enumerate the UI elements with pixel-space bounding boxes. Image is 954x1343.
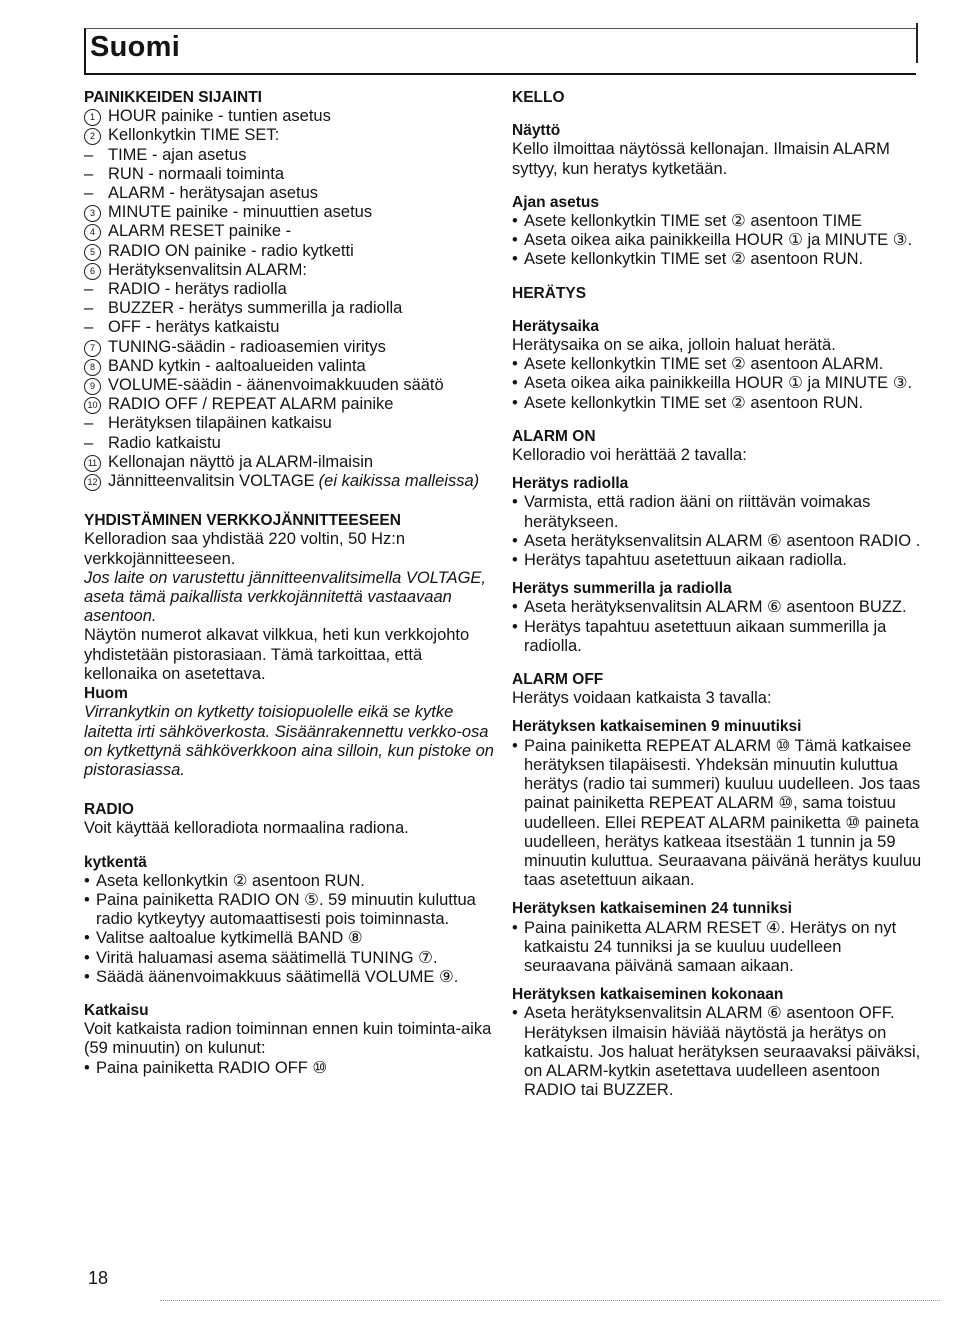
control-item [84,242,494,261]
control-item-text: Herätyksenvalitsin ALARM: [108,260,307,279]
set-time-list [512,212,922,270]
control-item-text: ALARM - herätysajan asetus [108,184,319,203]
control-item-text: RADIO ON painike - radio kytketti [108,241,354,260]
circled-number-icon: 10 [84,397,101,414]
bullet-icon: • [512,736,518,755]
bullet-item [512,551,922,570]
control-item-text: VOLUME-säädin - äänenvoimakkuuden säätö [108,376,444,395]
dash-marker: – [84,164,94,183]
number-marker [84,222,108,241]
bullet-text: Viritä haluamasi asema säätimellä TUNING ⑦. [96,948,438,967]
controls-list [84,107,494,491]
bullet-icon: • [512,617,518,636]
alarm-buzz-list [512,598,922,656]
page-header [84,28,916,75]
radio-heading: RADIO [84,801,134,819]
radio-off-list [84,1059,494,1078]
circled-number-icon: 4 [84,224,101,241]
mains-paragraph-1: Kelloradion saa yhdistää 220 voltin, 50 Hz:n verkkojännitteeseen. [84,530,406,568]
bullet-text: Aseta oikea aika painikkeilla HOUR ① ja MINUTE ③. [524,374,913,393]
control-item [84,203,494,222]
page-number: 18 [88,1268,109,1288]
control-item-text: Radio katkaistu [108,433,221,452]
control-item [84,261,494,280]
mains-paragraph-2: Jos laite on varustettu jännitteenvalitsimella VOLTAGE, aseta tämä paikallista verkkojännitettä vastaavaan asentoon. [84,568,486,626]
bullet-icon: • [512,355,518,374]
bullet-item [84,872,494,891]
bullet-text: Paina painiketta RADIO ON ⑤. 59 minuutin kuluttua radio kytkeytyy automaattisesti pois toiminnasta. [96,890,476,929]
bullet-item [84,891,494,929]
number-marker [84,472,108,491]
bullet-icon: • [512,918,518,937]
switch-list [84,872,494,987]
control-item [84,434,494,453]
circled-number-icon: 8 [84,359,101,376]
dash-marker: – [84,433,94,452]
radio-off-heading: Katkaisu [84,1001,149,1019]
bullet-item [512,1004,922,1100]
dash-marker: – [84,318,94,337]
bullet-item [512,374,922,393]
number-marker [84,261,108,280]
bullet-text: Säädä äänenvoimakkuus säätimellä VOLUME ⑨. [96,967,459,986]
radio-paragraph: Voit käyttää kelloradiota normaalina radiona. [84,819,409,838]
bullet-icon: • [84,967,90,986]
control-item [84,472,494,491]
bullet-item [512,394,922,413]
bullet-item [512,355,922,374]
bullet-icon: • [512,531,518,550]
circled-number-icon: 2 [84,128,101,145]
circled-number-icon: 6 [84,263,101,280]
right-column [512,88,922,1100]
controls-heading: PAINIKKEIDEN SIJAINTI [84,89,262,106]
number-marker [84,453,108,472]
control-item-text: TIME - ajan asetus [108,145,247,164]
bullet-item [84,949,494,968]
mains-heading: YHDISTÄMINEN VERKKOJÄNNITTEESEEN [84,512,401,530]
bullet-item [84,968,494,987]
bullet-icon: • [512,493,518,512]
dash-marker: – [84,280,94,299]
bullet-text: Asete kellonkytkin TIME set ② asentoon ALARM. [524,355,884,374]
display-paragraph: Kello ilmoittaa näytössä kellonajan. Ilmaisin ALARM syttyy, kun heratys kytketään. [512,140,890,178]
left-column [84,88,494,1078]
bullet-item [512,919,922,977]
bullet-icon: • [84,929,90,948]
bullet-text: Aseta herätyksenvalitsin ALARM ⑥ asentoon OFF. Herätyksen ilmaisin häviää näytöstä ja herätys on katkaistu. Jos haluat herätyksen seuraavaksi päiväksi, on ALARM-kytkin asetettava uudelleen asentoon RADIO tai BUZZER. [524,1004,921,1100]
control-item [84,146,494,165]
control-item [84,299,494,318]
bullet-text: Asete kellonkytkin TIME set ② asentoon RUN. [524,250,864,269]
bullet-text: Paina painiketta RADIO OFF ⑩ [96,1058,328,1077]
control-item [84,376,494,395]
number-marker [84,107,108,126]
bullet-icon: • [512,598,518,617]
mains-paragraph-3: Näytön numerot alkavat vilkkua, heti kun verkkojohto yhdistetään pistorasiaan. Tämä tarkoittaa, että kellonaika on asetettava. [84,626,470,683]
control-item-text: BUZZER - herätys summerilla ja radiolla [108,299,403,318]
bullet-icon: • [512,1004,518,1023]
dash-marker: – [84,145,94,164]
bullet-text: Valitse aaltoalue kytkimellä BAND ⑧ [96,929,363,948]
bullet-icon: • [84,1058,90,1077]
circled-number-icon: 1 [84,109,101,126]
control-item [84,395,494,414]
clock-heading: KELLO [512,89,565,106]
nine-min-list [512,737,922,891]
control-item-text: BAND kytkin - aaltoalueiden valinta [108,356,366,375]
control-item-text: TUNING-säädin - radioasemien viritys [108,337,386,356]
bullet-item [512,493,922,531]
bullet-icon: • [512,393,518,412]
control-item [84,338,494,357]
bullet-text: Asete kellonkytkin TIME set ② asentoon TIME [524,212,862,231]
number-marker [84,395,108,414]
alarm-radio-heading: Herätys radiolla [512,475,629,493]
bullet-icon: • [512,231,518,250]
control-item [84,126,494,145]
bullet-item [512,737,922,891]
bullet-icon: • [84,871,90,890]
set-time-heading: Ajan asetus [512,193,600,211]
bullet-item [512,212,922,231]
bullet-text: Aseta herätyksenvalitsin ALARM ⑥ asentoon BUZZ. [524,598,907,617]
bullet-icon: • [84,890,90,909]
control-item-text: Kellonkytkin TIME SET: [108,126,280,145]
bullet-text: Aseta herätyksenvalitsin ALARM ⑥ asentoon RADIO . [524,531,921,550]
alarm-time-paragraph: Herätysaika on se aika, jolloin haluat herätä. [512,336,836,355]
bullet-icon: • [512,212,518,231]
circled-number-icon: 12 [84,474,101,491]
circled-number-icon: 3 [84,205,101,222]
control-item-text: OFF - herätys katkaistu [108,318,280,337]
alarm-off-heading: ALARM OFF [512,671,604,689]
bullet-icon: • [512,250,518,269]
nine-min-heading: Herätyksen katkaiseminen 9 minuutiksi [512,718,802,736]
control-item-text: Kellonajan näyttö ja ALARM-ilmaisin [108,452,374,471]
control-item [84,357,494,376]
control-item [84,107,494,126]
bullet-text: Paina painiketta REPEAT ALARM ⑩ Tämä katkaisee herätyksen tilapäisesti. Yhdeksän minuutin kuluttua herätys (radio tai summeri) kuuluu uudelleen. Jos taas painat painiketta REPEAT ALARM ⑩, sama toistuu uudelleen. Ellei REPEAT ALARM painiketta ⑩ paineta uudelleen, herätys katkeaa itsestään 1 tunnin ja 59 minuutin kuluttua. Seuraavana päivänä herätys kuuluu taas asetettuun aikaan. [524,736,922,890]
control-item-text: RADIO - herätys radiolla [108,280,287,299]
control-item-text: MINUTE painike - minuuttien asetus [108,203,373,222]
circled-number-icon: 5 [84,244,101,261]
bullet-item [84,1059,494,1078]
bullet-item [512,250,922,269]
number-marker [84,376,108,395]
bullet-text: Paina painiketta ALARM RESET ④. Herätys on nyt katkaistu 24 tunniksi ja se kuuluu uudelleen seuraavana päivänä samaan aikaan. [524,918,897,975]
control-item-text: HOUR painike - tuntien asetus [108,107,331,126]
bullet-icon: • [512,374,518,393]
header-rule [916,23,918,63]
alarm-time-heading: Herätysaika [512,317,600,335]
control-item [84,318,494,337]
circled-number-icon: 9 [84,378,101,395]
bullet-item [84,929,494,948]
control-item-note: (ei kaikissa malleissa) [318,472,480,491]
alarm-heading: HERÄTYS [512,284,587,302]
note-text: Virrankytkin on kytketty toisiopuolelle eikä se kytke laitetta irti sähköverkosta. Sisäänrakennettu verkko-osa on kytkettynä sähköverkkoon aina silloin, kun pistoke on pistorasiassa. [84,703,494,779]
number-marker [84,126,108,145]
control-item-text: ALARM RESET painike - [108,222,292,241]
control-item [84,184,494,203]
bullet-item [512,532,922,551]
alarm-buzz-heading: Herätys summerilla ja radiolla [512,580,732,598]
control-item [84,165,494,184]
full-off-list [512,1004,922,1100]
alarm-off-paragraph: Herätys voidaan katkaista 3 tavalla: [512,689,772,708]
bullet-text: Aseta kellonkytkin ② asentoon RUN. [96,871,365,890]
circled-number-icon: 11 [84,455,101,472]
bullet-text: Herätys tapahtuu asetettuun aikaan summerilla ja radiolla. [524,617,887,655]
control-item-text: RUN - normaali toiminta [108,164,285,183]
page-title: Suomi [90,31,181,63]
alarm-on-heading: ALARM ON [512,427,596,445]
control-item [84,453,494,472]
scan-artifact-line [160,1300,940,1303]
full-off-heading: Herätyksen katkaiseminen kokonaan [512,986,784,1004]
alarm-radio-list [512,493,922,570]
day-heading: Herätyksen katkaiseminen 24 tunniksi [512,900,792,918]
alarm-on-paragraph: Kelloradio voi herättää 2 tavalla: [512,446,747,465]
control-item [84,280,494,299]
number-marker [84,203,108,222]
alarm-time-list [512,355,922,413]
day-list [512,919,922,977]
control-item-text: Jännitteenvalitsin VOLTAGE [108,472,315,491]
bullet-text: Aseta oikea aika painikkeilla HOUR ① ja MINUTE ③. [524,231,913,250]
number-marker [84,357,108,376]
bullet-icon: • [512,551,518,570]
dash-marker: – [84,299,94,318]
control-item-text: RADIO OFF / REPEAT ALARM painike [108,395,394,414]
dash-marker: – [84,184,94,203]
number-marker [84,338,108,357]
dash-marker: – [84,414,94,433]
bullet-text: Asete kellonkytkin TIME set ② asentoon RUN. [524,393,864,412]
bullet-item [512,231,922,250]
switch-heading: kytkentä [84,853,147,871]
number-marker [84,242,108,261]
control-item [84,414,494,433]
bullet-text: Herätys tapahtuu asetettuun aikaan radiolla. [524,551,847,570]
circled-number-icon: 7 [84,340,101,357]
display-heading: Näyttö [512,122,561,140]
bullet-text: Varmista, että radion ääni on riittävän voimakas herätykseen. [524,493,871,531]
control-item-text: Herätyksen tilapäinen katkaisu [108,414,332,433]
control-item [84,222,494,241]
bullet-item [512,618,922,656]
radio-off-paragraph: Voit katkaista radion toiminnan ennen kuin toiminta-aika (59 minuutin) on kulunut: [84,1020,492,1058]
bullet-item [512,598,922,617]
note-heading: Huom [84,685,128,703]
bullet-icon: • [84,948,90,967]
